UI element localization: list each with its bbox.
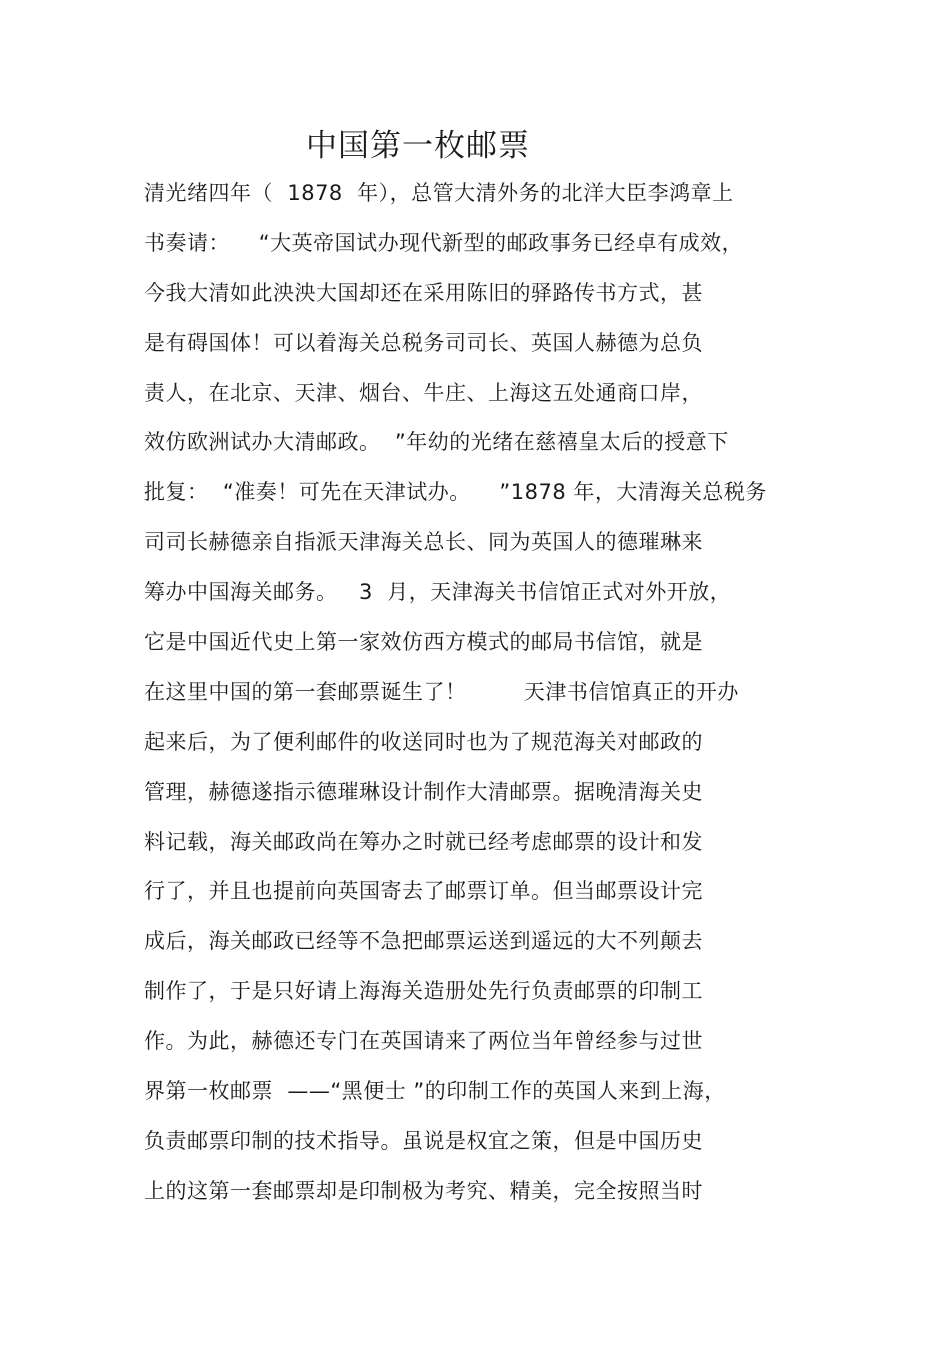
text-line: 行了，并且也提前向英国寄去了邮票订单。但当邮票设计完 (144, 879, 703, 904)
text-line: 批复： “准奏！可先在天津试办。 ”1878 年，大清海关总税务 (144, 480, 767, 505)
text-line: 效仿欧洲试办大清邮政。 ”年幼的光绪在慈禧皇太后的授意下 (144, 430, 729, 455)
text-line: 制作了，于是只好请上海海关造册处先行负责邮票的印制工 (144, 979, 703, 1004)
text-line: 界第一枚邮票 ——“黑便士 ”的印制工作的英国人来到上海， (144, 1079, 726, 1104)
text-line: 作。为此，赫德还专门在英国请来了两位当年曾经参与过世 (144, 1029, 703, 1054)
text-line: 书奏请： “大英帝国试办现代新型的邮政事务已经卓有成效， (144, 230, 744, 255)
text-line: 清光绪四年（ 1878 年），总管大清外务的北洋大臣李鸿章上 (144, 181, 734, 205)
text-line: 司司长赫德亲自指派天津海关总长、同为英国人的德璀琳来 (144, 530, 703, 555)
text-line: 今我大清如此泱泱大国却还在采用陈旧的驿路传书方式，甚 (144, 280, 703, 305)
text-line: 它是中国近代史上第一家效仿西方模式的邮局书信馆，就是 (144, 630, 703, 655)
text-line: 成后，海关邮政已经等不急把邮票运送到遥远的大不列颠去 (144, 929, 703, 954)
document-body (144, 172, 804, 1220)
text-line: 料记载，海关邮政尚在筹办之时就已经考虑邮票的设计和发 (144, 829, 703, 854)
text-line: 筹办中国海关邮务。 3 月，天津海关书信馆正式对外开放， (144, 580, 732, 605)
text-line: 上的这第一套邮票却是印制极为考究、精美，完全按照当时 (144, 1178, 703, 1203)
text-line: 管理，赫德遂指示德璀琳设计制作大清邮票。据晚清海关史 (144, 779, 703, 804)
text-line: 负责邮票印制的技术指导。虽说是权宜之策，但是中国历史 (144, 1128, 703, 1153)
document-title: 中国第一枚邮票 (306, 128, 530, 164)
text-line: 责人，在北京、天津、烟台、牛庄、上海这五处通商口岸， (144, 380, 703, 405)
text-line: 在这里中国的第一套邮票诞生了！ 天津书信馆真正的开办 (144, 679, 739, 704)
text-line: 是有碍国体！可以着海关总税务司司长、英国人赫德为总负 (144, 330, 703, 355)
text-line: 起来后，为了便利邮件的收送同时也为了规范海关对邮政的 (144, 729, 703, 754)
